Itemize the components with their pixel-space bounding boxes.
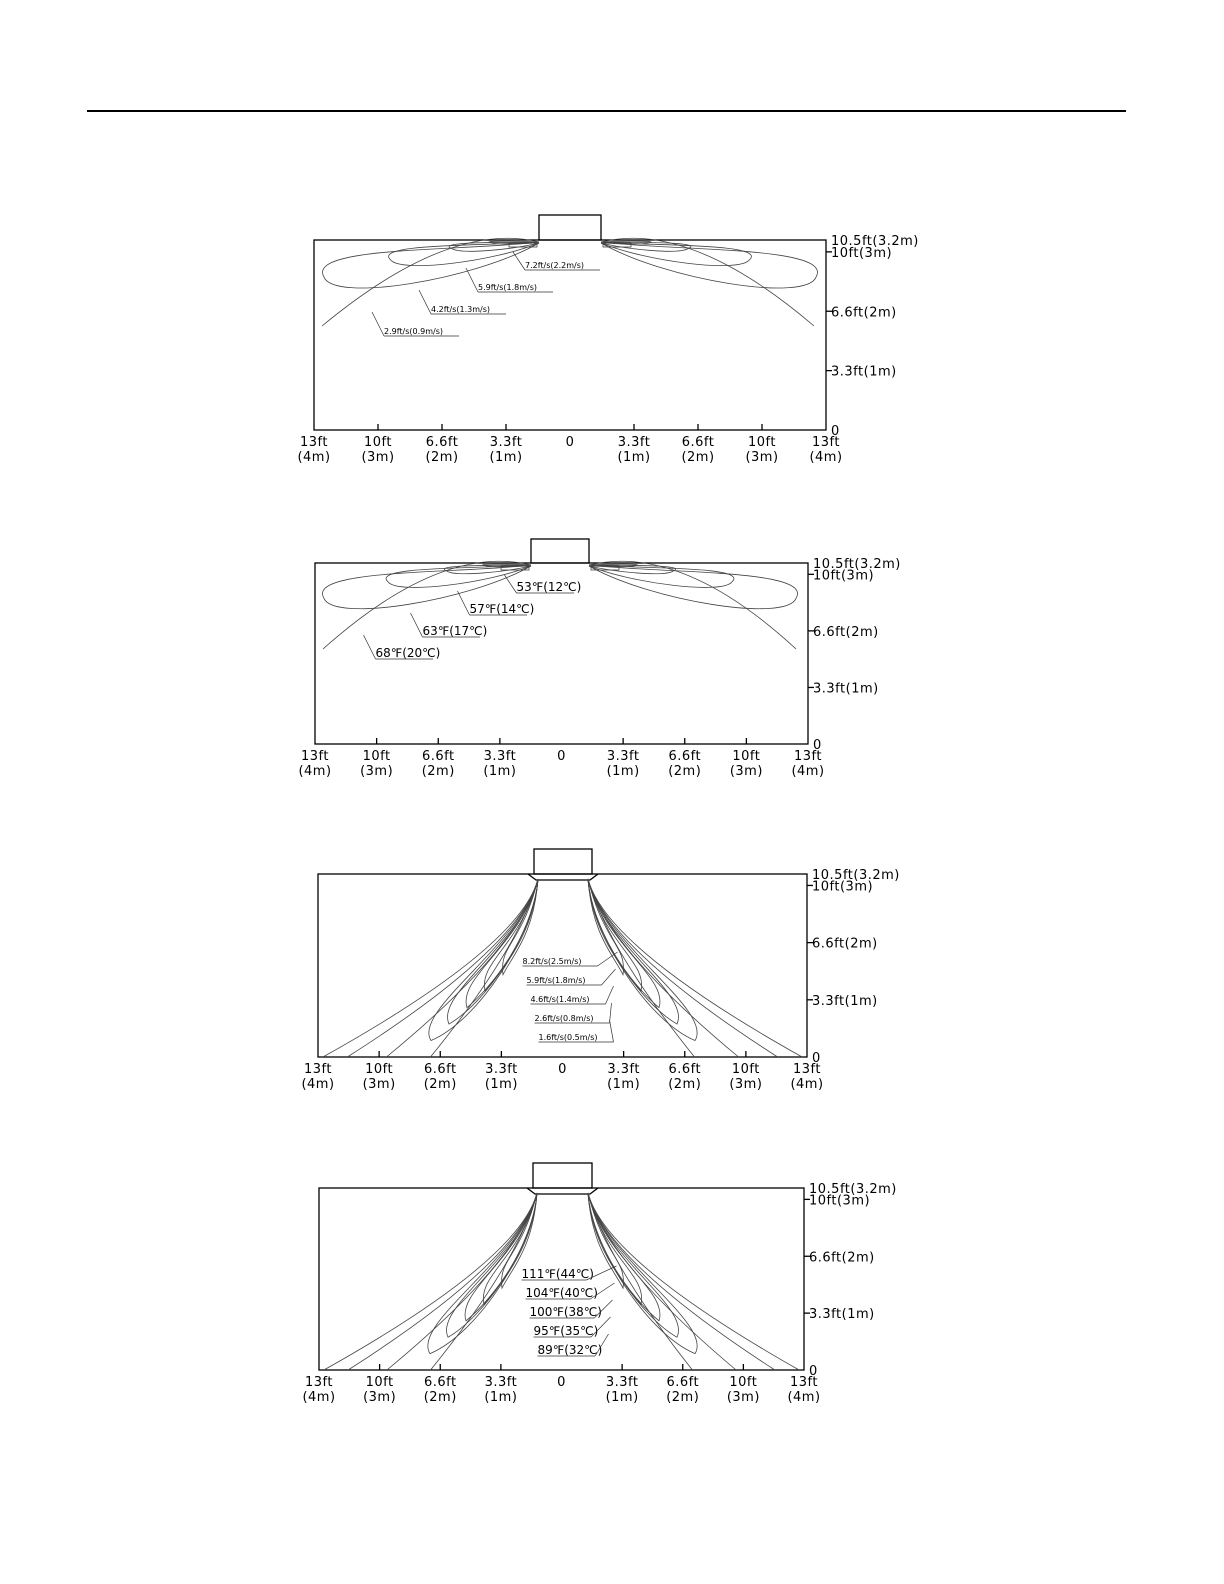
y-tick-label: 3.3ft(1m) <box>812 993 878 1009</box>
x-tick-label: 10ft <box>362 749 391 764</box>
x-tick-unit: (2m) <box>681 450 715 465</box>
indoor-unit <box>533 1163 592 1188</box>
isoline-labels <box>523 952 618 1042</box>
x-tick-label: 10ft <box>732 749 761 764</box>
isoline-label: 5.9ft/s(1.8m/s) <box>526 976 586 985</box>
x-tick-unit: (1m) <box>606 764 640 779</box>
x-tick-unit: (1m) <box>484 1390 518 1405</box>
isoline-label: 1.6ft/s(0.5m/s) <box>538 1033 598 1042</box>
x-tick-unit: (2m) <box>666 1390 700 1405</box>
x-tick-unit: (3m) <box>360 764 394 779</box>
x-tick-unit: (4m) <box>298 764 332 779</box>
x-tick-label: 13ft <box>793 1062 821 1077</box>
isoline-label: 4.2ft/s(1.3m/s) <box>431 305 491 314</box>
x-tick-unit: (3m) <box>745 450 779 465</box>
x-tick-unit: (2m) <box>423 1077 457 1092</box>
isoline-label: 68℉(20℃) <box>375 646 441 660</box>
isoline-label: 100℉(38℃) <box>529 1305 602 1319</box>
y-tick-label: 3.3ft(1m) <box>831 364 897 380</box>
x-tick-unit: (4m) <box>301 1077 335 1092</box>
x-tick-label: 3.3ft <box>607 1062 640 1077</box>
isoline-label: 2.9ft/s(0.9m/s) <box>384 327 444 336</box>
x-tick-unit: (3m) <box>363 1390 397 1405</box>
x-tick-label: 13ft <box>794 749 822 764</box>
y-axis <box>826 234 919 439</box>
x-tick-label: 6.6ft <box>421 749 455 764</box>
y-tick-label: 0 <box>831 424 840 439</box>
x-tick-unit: (4m) <box>791 764 825 779</box>
y-tick-label: 10ft(3m) <box>831 245 893 261</box>
x-tick-label: 3.3ft <box>605 1375 639 1390</box>
x-tick-unit: (4m) <box>787 1390 821 1405</box>
x-tick-label: 13ft <box>304 1062 332 1077</box>
x-tick-label: 0 <box>557 1375 566 1390</box>
x-tick-unit: (1m) <box>617 450 651 465</box>
isoline-label: 63℉(17℃) <box>422 624 488 638</box>
y-tick-label: 10ft(3m) <box>809 1193 871 1209</box>
x-tick-unit: (1m) <box>605 1390 639 1405</box>
x-tick-label: 3.3ft <box>489 435 523 450</box>
horizontal-cooling-velocity <box>297 215 918 465</box>
x-tick-unit: (3m) <box>362 1077 396 1092</box>
isoline-label: 95℉(35℃) <box>533 1324 599 1338</box>
x-tick-unit: (3m) <box>729 1077 763 1092</box>
indoor-unit <box>534 849 592 874</box>
x-tick-unit: (2m) <box>668 1077 702 1092</box>
x-tick-label: 10ft <box>748 435 776 450</box>
x-tick-label: 10ft <box>731 1062 760 1077</box>
y-tick-label: 10.5ft(3.2m) <box>809 1182 897 1197</box>
y-tick-label: 3.3ft(1m) <box>813 681 879 697</box>
x-tick-unit: (2m) <box>421 764 455 779</box>
y-axis <box>804 1182 897 1379</box>
isoline-labels <box>372 252 600 336</box>
y-tick-label: 10ft(3m) <box>812 879 874 895</box>
isoline-label: 4.6ft/s(1.4m/s) <box>530 995 590 1004</box>
x-tick-label: 6.6ft <box>681 435 715 450</box>
vertical-heating-temperature <box>302 1163 896 1405</box>
x-tick-label: 13ft <box>790 1375 818 1390</box>
x-tick-unit: (2m) <box>423 1390 457 1405</box>
x-tick-unit: (4m) <box>790 1077 824 1092</box>
x-tick-label: 3.3ft <box>606 749 640 764</box>
x-tick-label: 10ft <box>365 1062 394 1077</box>
isoline-label: 8.2ft/s(2.5m/s) <box>522 957 582 966</box>
x-tick-unit: (1m) <box>489 450 523 465</box>
x-tick-unit: (1m) <box>607 1077 641 1092</box>
y-tick-label: 0 <box>813 738 822 753</box>
x-tick-label: 13ft <box>301 749 329 764</box>
y-tick-label: 10.5ft(3.2m) <box>831 234 919 249</box>
isoline-label: 53℉(12℃) <box>516 580 582 594</box>
y-axis <box>807 868 900 1066</box>
y-tick-label: 3.3ft(1m) <box>809 1307 875 1323</box>
x-tick-label: 6.6ft <box>425 435 459 450</box>
x-tick-label: 13ft <box>305 1375 333 1390</box>
y-tick-label: 6.6ft(2m) <box>812 936 878 952</box>
x-tick-label: 3.3ft <box>485 1062 518 1077</box>
y-tick-label: 6.6ft(2m) <box>831 305 897 321</box>
isoline-label: 7.2ft/s(2.2m/s) <box>525 261 585 270</box>
y-tick-label: 6.6ft(2m) <box>813 624 879 640</box>
airflow-diagrams <box>297 215 918 1405</box>
isoline-label: 57℉(14℃) <box>469 602 535 616</box>
x-tick-label: 10ft <box>364 435 392 450</box>
x-tick-label: 10ft <box>365 1375 394 1390</box>
x-tick-label: 3.3ft <box>617 435 651 450</box>
y-tick-label: 10.5ft(3.2m) <box>812 868 900 883</box>
y-tick-label: 6.6ft(2m) <box>809 1250 875 1266</box>
x-tick-label: 13ft <box>812 435 840 450</box>
isoline-labels <box>522 1266 617 1357</box>
x-tick-unit: (4m) <box>302 1390 336 1405</box>
x-tick-label: 6.6ft <box>668 1062 702 1077</box>
x-tick-label: 6.6ft <box>423 1062 457 1077</box>
x-tick-unit: (2m) <box>425 450 459 465</box>
isoline-label: 104℉(40℃) <box>525 1286 598 1300</box>
x-tick-unit: (3m) <box>729 764 763 779</box>
x-tick-label: 0 <box>557 749 566 764</box>
x-tick-label: 6.6ft <box>666 1375 700 1390</box>
y-tick-label: 0 <box>809 1364 818 1379</box>
x-tick-label: 3.3ft <box>483 749 517 764</box>
isolines <box>322 238 817 326</box>
isoline-label: 5.9ft/s(1.8m/s) <box>478 283 538 292</box>
y-tick-label: 10.5ft(3.2m) <box>813 557 901 572</box>
x-tick-label: 6.6ft <box>668 749 702 764</box>
horizontal-cooling-temperature <box>298 539 900 779</box>
x-tick-label: 13ft <box>300 435 328 450</box>
x-tick-label: 6.6ft <box>423 1375 457 1390</box>
isoline-label: 2.6ft/s(0.8m/s) <box>534 1014 594 1023</box>
x-tick-unit: (3m) <box>361 450 395 465</box>
y-axis <box>808 557 901 753</box>
y-tick-label: 10ft(3m) <box>813 568 875 584</box>
x-tick-label: 10ft <box>729 1375 758 1390</box>
x-tick-unit: (4m) <box>297 450 331 465</box>
x-tick-unit: (3m) <box>726 1390 760 1405</box>
indoor-unit <box>539 215 601 240</box>
isoline-label: 111℉(44℃) <box>521 1267 594 1281</box>
x-tick-unit: (1m) <box>484 1077 518 1092</box>
x-tick-unit: (4m) <box>809 450 843 465</box>
x-tick-label: 3.3ft <box>484 1375 518 1390</box>
isolines <box>322 561 797 649</box>
isoline-labels <box>364 575 582 660</box>
y-tick-label: 0 <box>812 1051 821 1066</box>
x-tick-label: 0 <box>565 435 575 450</box>
indoor-unit <box>531 539 589 563</box>
isoline-label: 89℉(32℃) <box>537 1343 603 1357</box>
x-tick-label: 0 <box>558 1062 567 1077</box>
x-tick-unit: (1m) <box>483 764 517 779</box>
vertical-heating-velocity <box>301 849 899 1092</box>
x-tick-unit: (2m) <box>668 764 702 779</box>
